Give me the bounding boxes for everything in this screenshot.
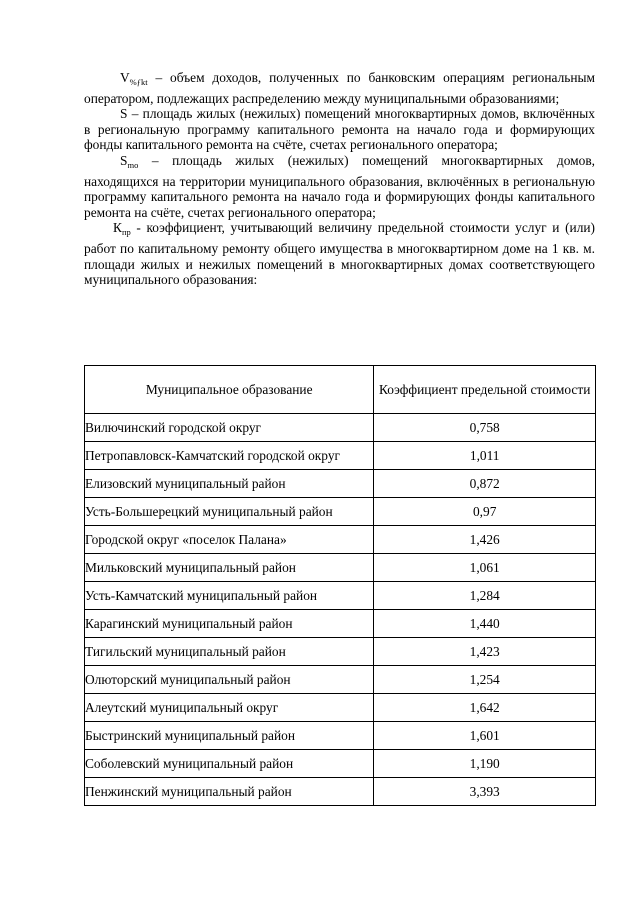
- definition-paragraph: [84, 70, 595, 106]
- table-header-row: [85, 366, 596, 414]
- coefficient-value: 1,601: [374, 722, 596, 750]
- coefficient-value: 3,393: [374, 778, 596, 806]
- municipality-name: Городской округ «поселок Палана»: [85, 526, 374, 554]
- municipality-name: Пенжинский муниципальный район: [85, 778, 374, 806]
- column-header-municipality: Муниципальное образование: [85, 366, 374, 414]
- column-header-coefficient: Коэффициент предельной стоимости: [374, 366, 596, 414]
- table-row: [85, 778, 596, 806]
- table-row: [85, 666, 596, 694]
- coefficient-value: 1,423: [374, 638, 596, 666]
- municipality-name: Вилючинский городской округ: [85, 414, 374, 442]
- coefficient-value: 0,758: [374, 414, 596, 442]
- definition-text: – площадь жилых (нежилых) помещений многоквартирных домов, находящихся на территории муниципального образования, включённых в региональную программу капитального ремонта на начало года и формирующих фонды капитального ремонта на счёте, счетах регионального оператора;: [84, 152, 595, 220]
- municipality-name: Олюторский муниципальный район: [85, 666, 374, 694]
- table-row: [85, 554, 596, 582]
- table-row: [85, 414, 596, 442]
- municipality-name: Тигильский муниципальный район: [85, 638, 374, 666]
- coefficient-value: 1,426: [374, 526, 596, 554]
- coefficient-value: 1,011: [374, 442, 596, 470]
- table-row: [85, 750, 596, 778]
- definition-text: - коэффициент, учитывающий величину предельной стоимости услуг и (или) работ по капитальному ремонту общего имущества в многоквартирном доме на 1 кв. м. площади жилых и нежилых помещений в многоквартирных домах соответствующего муниципального образования:: [84, 220, 595, 288]
- coefficient-value: 1,061: [374, 554, 596, 582]
- coefficient-value: 0,97: [374, 498, 596, 526]
- symbol: $К_{пр}$: [113, 220, 131, 238]
- municipality-name: Петропавловск-Камчатский городской округ: [85, 442, 374, 470]
- coefficient-value: 1,642: [374, 694, 596, 722]
- coefficient-value: 1,254: [374, 666, 596, 694]
- definition-text: – площадь жилых (нежилых) помещений многоквартирных домов, включённых в региональную программу капитального ремонта на начало года и формирующих фонды капитального ремонта на счёте, счетах регионального оператора;: [84, 106, 595, 153]
- definition-paragraph: [84, 220, 595, 287]
- coefficient-value: 1,284: [374, 582, 596, 610]
- symbol: S: [120, 106, 128, 122]
- municipality-name: Усть-Камчатский муниципальный район: [85, 582, 374, 610]
- table-row: [85, 610, 596, 638]
- coefficient-value: 1,440: [374, 610, 596, 638]
- table-row: [85, 498, 596, 526]
- definitions-section: [84, 70, 595, 288]
- municipality-name: Карагинский муниципальный район: [85, 610, 374, 638]
- municipality-name: Соболевский муниципальный район: [85, 750, 374, 778]
- symbol: $V_{\%ƒkt}$: [120, 70, 148, 87]
- coefficient-value: 1,190: [374, 750, 596, 778]
- municipality-name: Мильковский муниципальный район: [85, 554, 374, 582]
- table-row: [85, 638, 596, 666]
- table-row: [85, 526, 596, 554]
- symbol: $S_{mo}$: [120, 152, 139, 170]
- municipality-name: Усть-Большерецкий муниципальный район: [85, 498, 374, 526]
- table-row: [85, 582, 596, 610]
- municipality-name: Быстринский муниципальный район: [85, 722, 374, 750]
- municipality-name: Елизовский муниципальный район: [85, 470, 374, 498]
- table-row: [85, 442, 596, 470]
- definition-paragraph: [84, 106, 595, 153]
- coefficient-value: 0,872: [374, 470, 596, 498]
- definition-paragraph: [84, 153, 595, 220]
- table-row: [85, 722, 596, 750]
- table-row: [85, 694, 596, 722]
- coefficient-table: [84, 365, 596, 806]
- definition-text: – объем доходов, полученных по банковским операциям региональным оператором, подлежащих распределению между муниципальными образованиями;: [84, 70, 595, 106]
- municipality-name: Алеутский муниципальный округ: [85, 694, 374, 722]
- table-row: [85, 470, 596, 498]
